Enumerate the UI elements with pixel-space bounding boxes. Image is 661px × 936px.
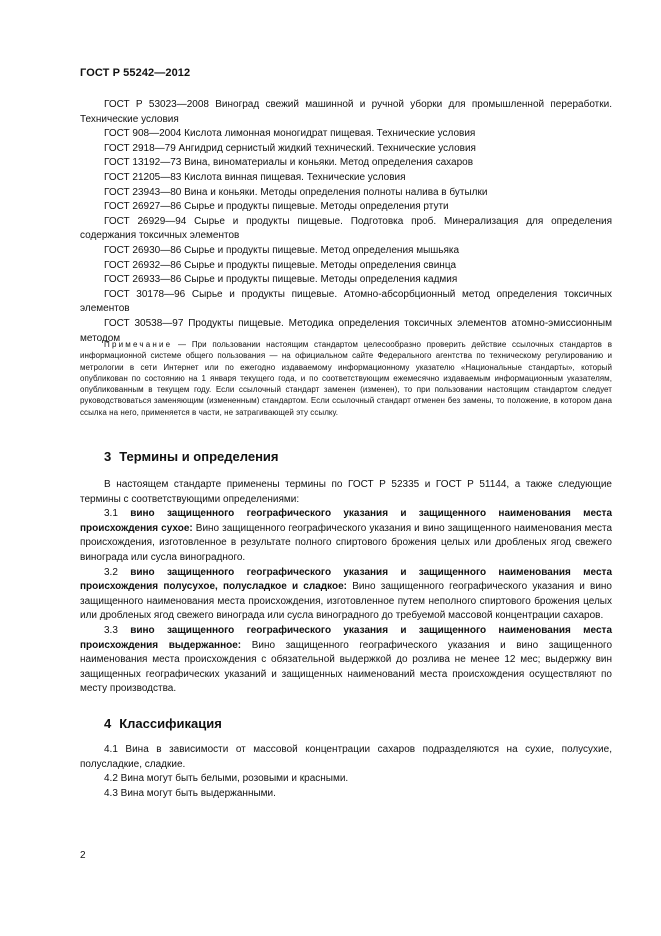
section-4-heading (104, 716, 222, 731)
reference-item: ГОСТ 23943—80 Вина и коньяки. Методы определения полноты налива в бутылки (104, 186, 488, 198)
term-entry (80, 624, 612, 697)
term-number: 3.2 (104, 566, 118, 578)
term-definition: Вино защищенного географического указания и вино защищенного наименования места происхождения, изготовленное путем неполного спиртового брожения целых или дробленых ягод свежего винограда или сусла виноградного до требуемой массовой концентрации сахаров. (80, 581, 612, 622)
section-number: 4 (104, 716, 112, 731)
classification-item: 4.2 Вина могут быть белыми, розовыми и красными. (104, 773, 349, 785)
reference-item: ГОСТ 26933—86 Сырье и продукты пищевые. Методы определения кадмия (104, 274, 458, 286)
reference-item: ГОСТ 21205—83 Кислота винная пищевая. Технические условия (104, 171, 406, 183)
reference-item: ГОСТ 2918—79 Ангидрид сернистый жидкий технический. Технические условия (104, 142, 476, 154)
reference-item: ГОСТ 30538—97 Продукты пищевые. Методика определения токсичных элементов атомно-эмиссионным методом (80, 317, 612, 344)
reference-item: ГОСТ Р 53023—2008 Виноград свежий машинной и ручной уборки для промышленной переработки. Технические условия (80, 99, 612, 125)
term-name: вино защищенного географического указания и защищенного наименования места происхождения полусухое, полусладкое и сладкое: (80, 566, 613, 593)
section-4-body (80, 743, 612, 801)
section-title: Классификация (119, 716, 222, 731)
section-number: 3 (104, 449, 112, 464)
term-entry (80, 507, 612, 565)
reference-item: ГОСТ 26929—94 Сырье и продукты пищевые. Подготовка проб. Минерализация для определения содержания токсичных элементов (80, 215, 612, 242)
term-number: 3.3 (104, 624, 118, 636)
term-definition: Вино защищенного географического указания и вино защищенного наименования места происхождения с обязательной выдержкой до розлива не менее 12 мес; выдержку вин защищенных географических указаний и защищенных наименований места происхождения осуществляют по месту производства. (80, 639, 613, 695)
reference-item: ГОСТ 13192—73 Вина, виноматериалы и коньяки. Метод определения сахаров (104, 157, 474, 169)
section-3-heading (104, 449, 279, 464)
reference-item: ГОСТ 26927—86 Сырье и продукты пищевые. Методы определения ртути (104, 201, 449, 213)
section-3-intro: В настоящем стандарте применены термины по ГОСТ Р 52335 и ГОСТ Р 51144, а также следующие термины с соответствующими определениями: (80, 479, 612, 505)
note-text: — При пользовании настоящим стандартом целесообразно проверить действие ссылочных стандартов в информационной системе общего пользования — на официальном сайте Федерального агентства по техническому регулированию и метрологии в сети Интернет или по ежегодно издаваемому информационному указателю «Национальные стандарты», который опубликован по состоянию на 1 января текущего года, и по соответствующим ежемесячно издаваемым информационным указателям, опубликованным в текущем году. Если ссылочный стандарт заменен (изменен), то при пользовании настоящим стандартом следует руководствоваться заменяющим (измененным) стандартом. Если ссылочный стандарт отменен без замены, то положение, в котором дана ссылка на него, применяется в части, не затрагивающей эту ссылку. (80, 340, 612, 417)
term-definition: Вино защищенного географического указания и вино защищенного наименования места происхождения, изготовленное в результате полного спиртового брожения целых или дробленых ягод свежего винограда или сусла виноградного. (80, 522, 613, 563)
page-number: 2 (80, 850, 86, 861)
note-label: Примечание (104, 340, 173, 349)
term-number: 3.1 (104, 508, 118, 520)
normative-references-list (80, 98, 612, 346)
reference-item: ГОСТ 30178—96 Сырье и продукты пищевые. Атомно-абсорбционный метод определения токсичных элементов (80, 288, 612, 315)
reference-item: ГОСТ 26932—86 Сырье и продукты пищевые. Методы определения свинца (104, 259, 457, 271)
term-name: вино защищенного географического указания и защищенного наименования места происхождения выдержанное: (80, 624, 613, 651)
reference-item: ГОСТ 908—2004 Кислота лимонная моногидрат пищевая. Технические условия (104, 128, 476, 140)
references-note (80, 339, 612, 418)
term-name: вино защищенного географического указания и защищенного наименования места происхождения сухое: (80, 508, 613, 534)
term-entry (80, 566, 612, 624)
section-3-body (80, 478, 612, 697)
classification-item: 4.1 Вина в зависимости от массовой концентрации сахаров подразделяются на сухие, полусухие, полусладкие, сладкие. (80, 744, 612, 770)
reference-item: ГОСТ 26930—86 Сырье и продукты пищевые. Метод определения мышьяка (104, 244, 460, 256)
classification-item: 4.3 Вина могут быть выдержанными. (104, 787, 276, 799)
section-title: Термины и определения (119, 449, 279, 464)
document-header: ГОСТ Р 55242—2012 (80, 67, 191, 79)
